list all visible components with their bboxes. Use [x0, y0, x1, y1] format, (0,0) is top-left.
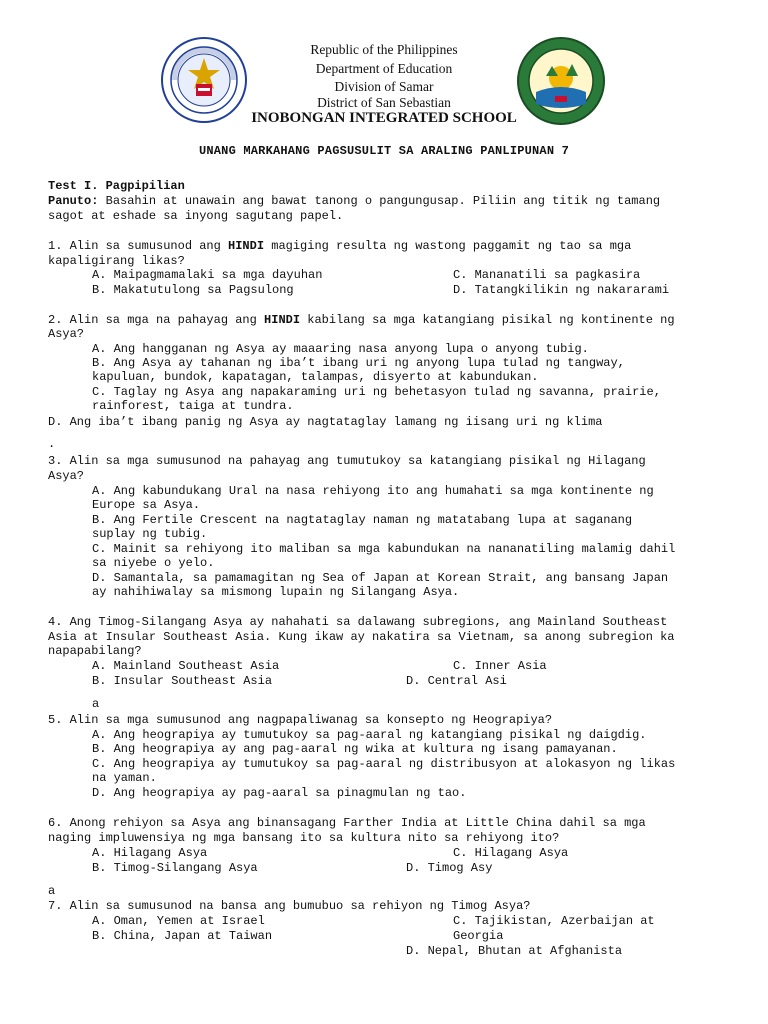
q4-option-a: A. Mainland Southeast Asia: [92, 659, 280, 673]
q2-option-b-line-2: kapuluan, bundok, kapatagan, talampas, disyerto at kabundukan.: [92, 370, 539, 384]
q4-stray-letter: a: [92, 697, 100, 711]
q2-stem-post: kabilang sa mga katangiang pisikal ng kontinente ng: [300, 313, 675, 327]
header-department: Department of Education: [315, 61, 453, 76]
instructions-label: Panuto:: [48, 194, 99, 208]
q1-option-b: B. Makatutulong sa Pagsulong: [92, 283, 294, 297]
school-name: INOBONGAN INTEGRATED SCHOOL: [251, 110, 517, 126]
q3-option-a: A. Ang kabundukang Ural na nasa rehiyong ito ang humahati sa mga kontinente ng: [92, 484, 654, 498]
q1-stem-emphasis: HINDI: [228, 239, 265, 253]
header-district: District of San Sebastian: [317, 95, 451, 110]
q1-stem-pre: 1. Alin sa sumusunod ang: [48, 239, 229, 253]
q1-option-d: D. Tatangkilikin ng nakararami: [453, 283, 670, 297]
q4-option-c: C. Inner Asia: [453, 659, 547, 673]
q4-option-b: B. Insular Southeast Asia: [92, 674, 273, 688]
q3-option-d-line-2: ay nahihiwalay sa mismong lupain ng Silangang Asya.: [92, 585, 460, 599]
instructions-line-2: sagot at eshade sa inyong sagutang papel.: [48, 209, 344, 223]
q4-stem-line-3: napapabilang?: [48, 644, 142, 658]
q5-option-b: B. Ang heograpiya ay ang pag-aaral ng wika at kultura ng isang pamayanan.: [92, 742, 618, 756]
q2-stem: [48, 313, 675, 327]
q2-option-d: D. Ang iba’t ibang panig ng Asya ay nagtataglay lamang ng iisang uri ng klima: [48, 415, 603, 429]
q1-stem-line-2: kapaligirang likas?: [48, 254, 185, 268]
q5-option-d: D. Ang heograpiya ay pag-aaral sa pinagmulan ng tao.: [92, 786, 467, 800]
q7-option-c-line-2: Georgia: [453, 929, 504, 943]
q7-stem: 7. Alin sa sumusunod na bansa ang bumubuo sa rehiyon ng Timog Asya?: [48, 899, 531, 913]
q6-stem-line-2: naging impluwensiya ng mga bansang ito sa kultura nito sa rehiyong ito?: [48, 831, 560, 845]
q1-stem: [48, 239, 631, 253]
q6-option-b: B. Timog-Silangang Asya: [92, 861, 258, 875]
q2-option-c-line-2: rainforest, taiga at tundra.: [92, 399, 294, 413]
stray-mark: .: [48, 437, 56, 451]
q4-stem-line-2: Asia at Insular Southeast Asia. Kung ikaw ay nakatira sa Vietnam, sa anong subregion ka: [48, 630, 675, 644]
q6-option-c: C. Hilagang Asya: [453, 846, 569, 860]
instructions-text: Basahin at unawain ang bawat tanong o pangungusap. Piliin ang titik ng tamang: [98, 194, 661, 208]
q6-option-d: D. Timog Asy: [406, 861, 493, 875]
q3-option-a-line-2: Europe sa Asya.: [92, 498, 201, 512]
q2-stem-line-2: Asya?: [48, 327, 85, 341]
test-title: Test I. Pagpipilian: [48, 179, 185, 193]
q7-option-c: C. Tajikistan, Azerbaijan at: [453, 914, 655, 928]
q2-option-c: C. Taglay ng Asya ang napakaraming uri ng behetasyon tulad ng savanna, prairie,: [92, 385, 661, 399]
q3-stem: 3. Alin sa mga sumusunod na pahayag ang tumutukoy sa katangiang pisikal ng Hilagang: [48, 454, 646, 468]
q3-option-c-line-2: sa niyebe o yelo.: [92, 556, 215, 570]
q6-stem: 6. Anong rehiyon sa Asya ang binansagang Farther India at Little China dahil sa mga: [48, 816, 646, 830]
q3-stem-line-2: Asya?: [48, 469, 85, 483]
q7-option-d: D. Nepal, Bhutan at Afghanista: [406, 944, 623, 958]
q3-option-b-line-2: suplay ng tubig.: [92, 527, 208, 541]
q1-stem-post: magiging resulta ng wastong paggamit ng tao sa mga: [264, 239, 632, 253]
q2-option-b: B. Ang Asya ay tahanan ng iba’t ibang uri ng anyong lupa tulad ng tangway,: [92, 356, 625, 370]
q1-option-a: A. Maipagmamalaki sa mga dayuhan: [92, 268, 323, 282]
q5-option-a: A. Ang heograpiya ay tumutukoy sa pag-aaral ng katangiang pisikal ng daigdig.: [92, 728, 647, 742]
q3-option-d: D. Samantala, sa pamamagitan ng Sea of Japan at Korean Strait, ang bansang Japan: [92, 571, 669, 585]
q5-stem: 5. Alin sa mga sumusunod ang nagpapaliwanag sa konsepto ng Heograpiya?: [48, 713, 553, 727]
exam-title: UNANG MARKAHANG PAGSUSULIT SA ARALING PANLIPUNAN 7: [198, 144, 570, 158]
header-division: Division of Samar: [334, 79, 434, 94]
q4-option-d: D. Central Asi: [406, 674, 507, 688]
q2-stem-pre: 2. Alin sa mga na pahayag ang: [48, 313, 265, 327]
q6-option-a: A. Hilagang Asya: [92, 846, 208, 860]
instructions-line-1: [48, 194, 660, 208]
q1-option-c: C. Mananatili sa pagkasira: [453, 268, 641, 282]
q7-option-b: B. China, Japan at Taiwan: [92, 929, 273, 943]
q5-option-c: C. Ang heograpiya ay tumutukoy sa pag-aaral ng distribusyon at alokasyon ng likas: [92, 757, 676, 771]
q5-option-c-line-2: na yaman.: [92, 771, 157, 785]
q3-option-c: C. Mainit sa rehiyong ito maliban sa mga kabundukan na nananatiling malamig dahil: [92, 542, 676, 556]
q7-option-a: A. Oman, Yemen at Israel: [92, 914, 265, 928]
header-republic: Republic of the Philippines: [310, 42, 458, 57]
q6-stray-letter: a: [48, 884, 56, 898]
q4-stem: 4. Ang Timog-Silangang Asya ay nahahati sa dalawang subregions, ang Mainland Southeast: [48, 615, 668, 629]
q2-stem-emphasis: HINDI: [264, 313, 301, 327]
q2-option-a: A. Ang hangganan ng Asya ay maaaring nasa anyong lupa o anyong tubig.: [92, 342, 589, 356]
q3-option-b: B. Ang Fertile Crescent na nagtataglay naman ng matatabang lupa at saganang: [92, 513, 633, 527]
